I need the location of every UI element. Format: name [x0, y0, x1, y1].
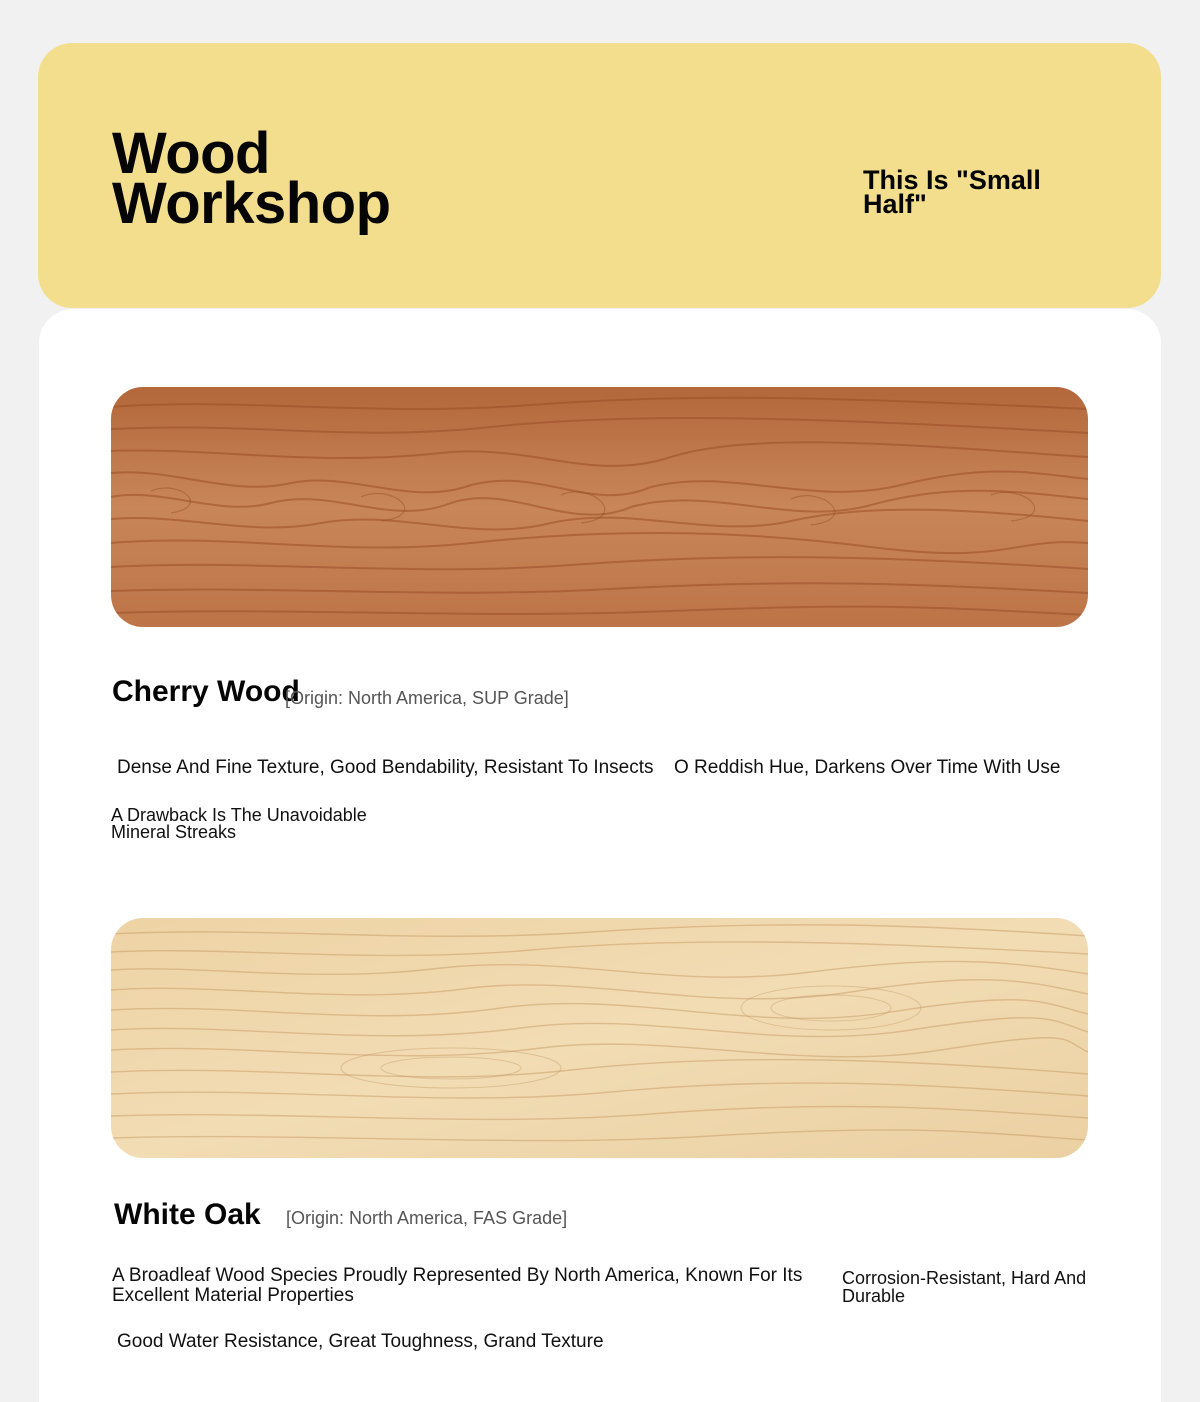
cherry-wood-grain-image — [111, 387, 1088, 627]
white-oak-name: White Oak — [114, 1198, 261, 1231]
brand-line-2: Workshop — [112, 171, 391, 236]
white-oak-grain-svg — [111, 918, 1088, 1158]
cherry-wood-origin: [Origin: North America, SUP Grade] — [285, 688, 569, 708]
cherry-wood-name: Cherry Wood — [112, 675, 300, 708]
white-oak-origin: [Origin: North America, FAS Grade] — [286, 1208, 568, 1228]
cherry-trait-hue: O Reddish Hue, Darkens Over Time With Use — [674, 757, 1061, 778]
brand-line-1: Wood — [112, 121, 270, 186]
white-oak-trait-water: Good Water Resistance, Great Toughness, Grand Texture — [117, 1331, 604, 1352]
wood-catalog-card — [39, 309, 1161, 1402]
cherry-trait-drawback: A Drawback Is The Unavoidable Mineral Streaks — [111, 805, 367, 842]
brand-title — [112, 121, 391, 236]
white-oak-trait-durable: Corrosion-Resistant, Hard And Durable — [842, 1268, 1087, 1306]
tagline: This Is "Small Half" — [863, 165, 1041, 219]
cherry-wood-grain-svg — [111, 387, 1088, 627]
white-oak-trait-broadleaf: A Broadleaf Wood Species Proudly Represented By North America, Known For Its Excellent Material Properties — [112, 1265, 803, 1306]
cherry-trait-texture: Dense And Fine Texture, Good Bendability, Resistant To Insects — [117, 757, 654, 778]
header-banner — [38, 43, 1161, 308]
white-oak-grain-image — [111, 918, 1088, 1158]
